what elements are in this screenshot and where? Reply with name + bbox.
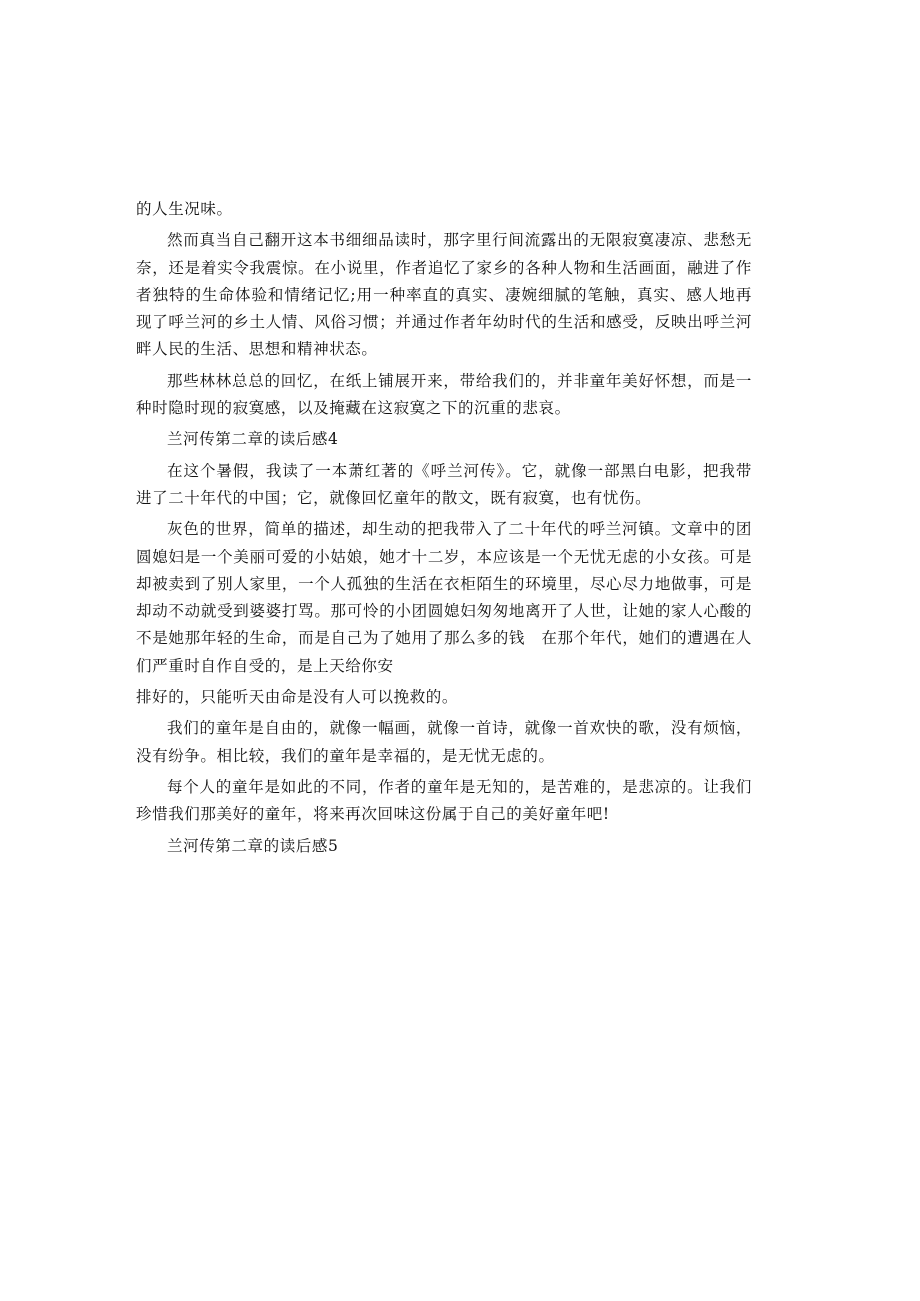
- document-body: [136, 196, 752, 864]
- paragraph: 我们的童年是自由的，就像一幅画，就像一首诗，就像一首欢快的歌，没有烦恼，没有纷争。相比较，我们的童年是幸福的，是无忧无虑的。: [136, 719, 752, 765]
- paragraph: 那些林林总总的回忆，在纸上铺展开来，带给我们的，并非童年美好怀想，而是一种时隐时现的寂寞感，以及掩藏在这寂寞之下的沉重的悲哀。: [136, 371, 752, 418]
- section-heading: 兰河传第二章的读后感4: [167, 430, 339, 449]
- paragraph: 灰色的世界，简单的描述，却生动的把我带入了二十年代的呼兰河镇。文章中的团圆媳妇是一个美丽可爱的小姑娘，她才十二岁，本应该是一个无忧无虑的小女孩。可是却被卖到了别人家里，一个人孤独的生活在衣柜陌生的环境里，尽心尽力地做事，可是却动不动就受到婆婆打骂。那可怜的小团圆媳妇匆匆地离开了人世，让她的家人心酸的不是她那年轻的生命，而是自己为了她用了那么多的钱 在那个年代，她们的遭遇在人们严重时自作自受的，是上天给你安: [136, 520, 752, 675]
- paragraph: 每个人的童年是如此的不同，作者的童年是无知的，是苦难的，是悲凉的。让我们珍惜我们那美好的童年，将来再次回味这份属于自己的美好童年吧!: [136, 777, 752, 824]
- paragraph: 在这个暑假，我读了一本萧红著的《呼兰河传》。它，就像一部黑白电影，把我带进了二十年代的中国；它，就像回忆童年的散文，既有寂寞，也有忧伤。: [136, 461, 752, 507]
- paragraph-continuation: 的人生况味。: [136, 200, 233, 218]
- paragraph: 然而真当自己翻开这本书细细品读时，那字里行间流露出的无限寂寞凄凉、悲愁无奈，还是着实令我震惊。在小说里，作者追忆了家乡的各种人物和生活画面，融进了作者独特的生命体验和情绪记忆;用一种率直的真实、凄婉细腻的笔触，真实、感人地再现了呼兰河的乡土人情、风俗习惯；并通过作者年幼时代的生活和感受，反映出呼兰河畔人民的生活、思想和精神状态。: [136, 231, 752, 359]
- section-heading: 兰河传第二章的读后感5: [167, 836, 339, 855]
- paragraph-continuation: 排好的，只能听天由命是没有人可以挽救的。: [136, 688, 459, 707]
